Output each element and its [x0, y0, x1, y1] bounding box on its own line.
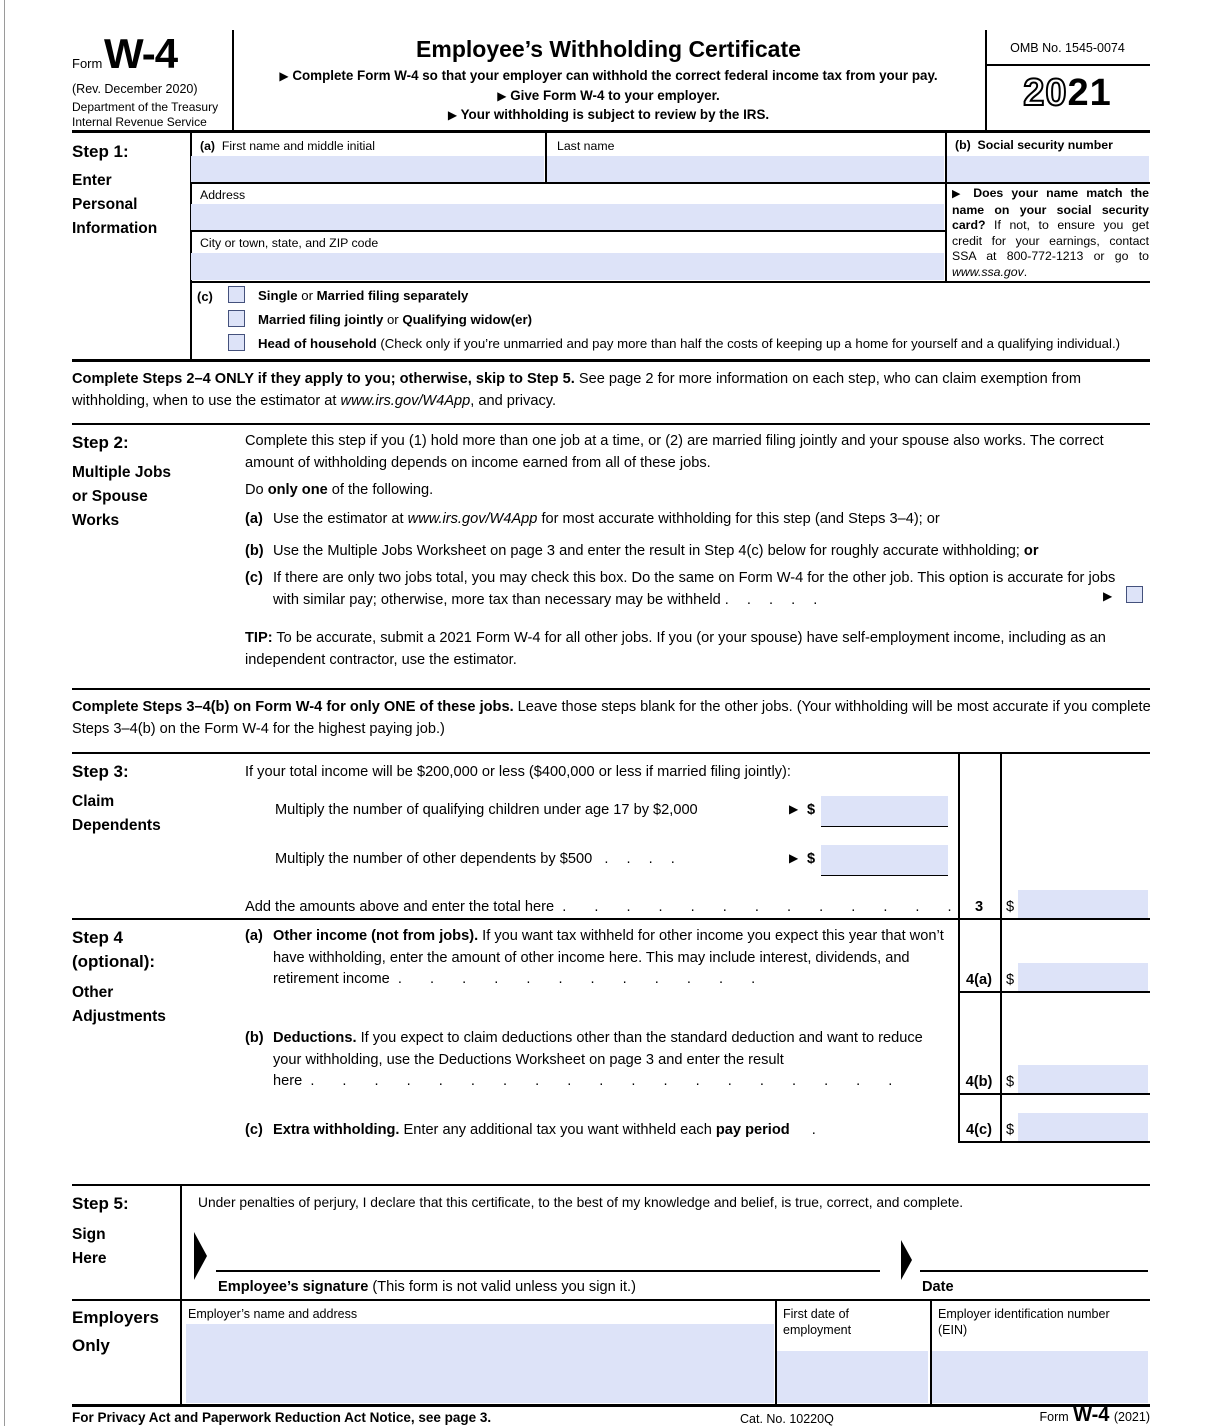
year-outline: 20	[1023, 72, 1068, 114]
step3-intro: If your total income will be $200,000 or less ($400,000 or less if married filing jointly):	[245, 764, 791, 780]
step4a-text: Other income (not from jobs). If you want tax withheld for other income you expect this year that won’t have withholding, enter the amount of other income here. This may include interest, dividends, and retirement income . . . . . . . . . . . .	[273, 928, 944, 987]
step4-sub-2: Adjustments	[72, 1008, 166, 1025]
step1-sub-3: Information	[72, 220, 158, 237]
page-title: Employee’s Withholding Certificate	[416, 36, 801, 62]
step3-dependents-line: Multiply the number of other dependents by $500 . . . .	[275, 851, 676, 867]
dollar-sign: $	[807, 802, 816, 818]
perjury-declaration: Under penalties of perjury, I declare that this certificate, to the best of my knowledge and belief, is true, correct, and complete.	[198, 1195, 964, 1210]
step2-sub-2: or Spouse	[72, 488, 148, 505]
signature-arrow-icon	[194, 1232, 207, 1280]
step5-heading: Step 5:	[72, 1194, 129, 1213]
form-number: W-4	[104, 30, 178, 77]
city-state-zip-input[interactable]	[191, 253, 944, 280]
divider	[72, 688, 1150, 690]
step1-sub-1: Enter	[72, 172, 112, 189]
step4-heading-2: (optional):	[72, 952, 156, 971]
two-jobs-checkbox[interactable]	[1126, 586, 1143, 603]
row-3-label: 3	[974, 899, 984, 915]
single-checkbox[interactable]	[228, 286, 245, 303]
ssa-note-text: If not, to ensure you get credit for your earnings, contact SSA at 800-772-1213 or go to	[952, 218, 1149, 263]
arrow-right-icon: ▶	[789, 802, 799, 816]
ssa-gov-link: www.ssa.gov	[952, 264, 1024, 279]
city-state-zip-label: City or town, state, and ZIP code	[200, 236, 379, 250]
filing-status-single: Single or Married filing separately	[258, 288, 469, 303]
row-4c-label: 4(c)	[966, 1122, 992, 1138]
divider	[180, 1184, 182, 1300]
ein-input[interactable]	[932, 1351, 1148, 1403]
date-label: Date	[922, 1279, 954, 1295]
step2-tip: TIP: To be accurate, submit a 2021 Form W-4 for all other jobs. If you (or your spouse) have self-employment income, including as an independent contractor, use the estimator.	[245, 630, 1106, 668]
ssn-label: (b) Social security number	[955, 138, 1113, 152]
dot-leader: .	[811, 1122, 817, 1138]
divider	[985, 64, 1150, 66]
employer-name-input[interactable]	[186, 1324, 774, 1403]
header-bullet-3: ▶ Your withholding is subject to review by the IRS.	[447, 107, 770, 122]
address-input[interactable]	[191, 204, 944, 230]
filing-status-married: Married filing jointly or Qualifying widow(er)	[258, 312, 533, 327]
step2a-text: Use the estimator at www.irs.gov/W4App for most accurate withholding for this step (and Steps 3–4); or	[273, 511, 940, 527]
divider	[72, 359, 1150, 362]
children-amount-input[interactable]	[821, 796, 948, 827]
employers-heading-2: Only	[72, 1336, 110, 1355]
employers-heading-1: Employers	[72, 1308, 159, 1327]
first-name-label: (a) First name and middle initial	[200, 139, 375, 153]
header-bullet-2: ▶ Give Form W-4 to your employer.	[497, 88, 720, 103]
divider	[958, 1093, 1150, 1095]
step2a-label: (a)	[245, 511, 263, 527]
page-edge-line	[4, 0, 6, 1426]
step2b-text: Use the Multiple Jobs Worksheet on page 3 and enter the result in Step 4(c) below for roughly accurate withholding; or	[273, 543, 1039, 559]
step2-intro: Complete this step if you (1) hold more than one job at a time, or (2) are married filing jointly and your spouse also works. The correct amount of withholding depends on income earned from all of these jobs.	[245, 433, 1104, 471]
step3-children-line: Multiply the number of qualifying children under age 17 by $2,000	[275, 802, 698, 818]
ssn-input[interactable]	[946, 156, 1149, 182]
divider	[190, 281, 1150, 283]
arrow-right-icon: ▶	[1103, 589, 1113, 603]
step4a-label: (a)	[245, 928, 263, 944]
ssa-note: ▶ Does your name match the name on your social security card? If not, to ensure you get credit for your earnings, contact SSA at 800-772-1213 or go to www.ssa.gov.	[952, 186, 1149, 279]
dept-treasury: Department of the Treasury	[72, 100, 219, 114]
arrow-right-icon: ▶	[952, 188, 966, 200]
ssa-note-bold: Does your name match the name on your social security card?	[952, 186, 1149, 232]
divider	[1000, 752, 1002, 1142]
dot-leader: . . . . . . . . . . . .	[397, 971, 757, 987]
dot-leader: . . . .	[604, 851, 676, 867]
divider	[72, 1404, 1150, 1407]
step2-do-line: Do only one of the following.	[245, 482, 434, 498]
divider	[958, 1141, 1150, 1143]
footer-form-word: Form	[1039, 1410, 1069, 1424]
arrow-right-icon: ▶	[497, 89, 507, 103]
divider	[72, 130, 1150, 133]
filing-status-hoh: Head of household (Check only if you’re unmarried and pay more than half the costs of keeping up a home for yourself and a qualifying individual.)	[258, 336, 1120, 351]
privacy-act-notice: For Privacy Act and Paperwork Reduction Act Notice, see page 3.	[72, 1410, 492, 1425]
step1-heading: Step 1:	[72, 142, 129, 161]
employer-name-label: Employer’s name and address	[188, 1307, 358, 1321]
arrow-right-icon: ▶	[789, 851, 799, 865]
dollar-sign: $	[1006, 1122, 1015, 1138]
signature-label: Employee’s signature (This form is not valid unless you sign it.)	[218, 1279, 636, 1295]
first-date-input[interactable]	[777, 1351, 928, 1403]
divider	[945, 133, 947, 283]
step3-sub-2: Dependents	[72, 817, 161, 834]
footer-form-number: W-4	[1073, 1404, 1110, 1426]
irs-name: Internal Revenue Service	[72, 115, 207, 129]
dollar-sign: $	[1006, 972, 1015, 988]
divider	[958, 991, 1150, 993]
step4c-text: Extra withholding. Enter any additional tax you want withheld each pay period .	[273, 1122, 817, 1138]
row-4a-label: 4(a)	[966, 972, 992, 988]
form-word: Form	[72, 56, 103, 71]
form-revision: (Rev. December 2020)	[72, 82, 198, 96]
arrow-right-icon: ▶	[279, 69, 289, 83]
divider	[72, 1184, 1150, 1186]
ein-label: Employer identification number (EIN)	[938, 1307, 1110, 1337]
divider	[190, 230, 945, 232]
step2-sub-1: Multiple Jobs	[72, 464, 172, 481]
last-name-label: Last name	[557, 139, 615, 153]
divider	[72, 1299, 1150, 1301]
tax-year	[985, 72, 1150, 115]
address-label: Address	[200, 188, 246, 202]
header-bullet-1: ▶ Complete Form W-4 so that your employer can withhold the correct federal income tax from your pay.	[279, 68, 938, 83]
divider	[190, 182, 1150, 184]
step4-heading-1: Step 4	[72, 928, 124, 947]
step3-heading: Step 3:	[72, 762, 129, 781]
divider	[72, 423, 1150, 425]
married-jointly-checkbox[interactable]	[228, 310, 245, 327]
divider	[72, 918, 1150, 920]
divider	[72, 752, 1150, 754]
first-date-label: First date of employment	[783, 1307, 852, 1337]
omb-number: OMB No. 1545-0074	[1010, 41, 1125, 55]
other-income-input[interactable]	[1018, 963, 1148, 991]
catalog-number: Cat. No. 10220Q	[740, 1412, 834, 1426]
step4c-label: (c)	[245, 1122, 263, 1138]
row-4b-label: 4(b)	[965, 1074, 993, 1090]
step2b-label: (b)	[245, 543, 264, 559]
date-arrow-icon	[901, 1240, 912, 1280]
signature-line[interactable]	[216, 1270, 880, 1272]
dollar-sign: $	[1006, 899, 1015, 915]
dot-leader: . . . . .	[724, 591, 819, 608]
dependents-amount-input[interactable]	[821, 845, 948, 876]
dollar-sign: $	[807, 851, 816, 867]
step2c-text: If there are only two jobs total, you may check this box. Do the same on Form W-4 for the other job. This option is accurate for jobs with similar pay; otherwise, more tax than necessary may be withheld . . . . .	[273, 570, 1116, 608]
year-bold: 21	[1067, 72, 1112, 114]
footer-form-id	[1000, 1404, 1150, 1426]
steps-3-4-note: Complete Steps 3–4(b) on Form W-4 for only ONE of these jobs. Leave those steps blank for the other jobs. (Your withholding will be most accurate if you complete Steps 3–4(b) on the Form W-4 for the highest paying job.)	[72, 699, 1151, 737]
dollar-sign: $	[1006, 1074, 1015, 1090]
step5-sub-1: Sign	[72, 1226, 106, 1243]
divider	[180, 1299, 182, 1405]
dot-leader: . . . . . . . . . . . . . . . . . . .	[310, 1073, 894, 1089]
step4b-text: Deductions. If you expect to claim deductions other than the standard deduction and want to reduce your withholding, use the Deductions Worksheet on page 3 and enter the result here . . . . . . . . . . . . . . . . . . .	[273, 1030, 923, 1089]
step3-total-line: Add the amounts above and enter the total here . . . . . . . . . . . . .	[245, 899, 953, 915]
step1-sub-2: Personal	[72, 196, 138, 213]
step2-sub-3: Works	[72, 512, 120, 529]
total-dependents-input[interactable]	[1018, 890, 1148, 918]
step2c-label: (c)	[245, 570, 263, 586]
step4b-label: (b)	[245, 1030, 264, 1046]
step3-sub-1: Claim	[72, 793, 115, 810]
deductions-input[interactable]	[1018, 1065, 1148, 1093]
date-line[interactable]	[920, 1270, 1148, 1272]
head-of-household-checkbox[interactable]	[228, 334, 245, 351]
filing-status-label: (c)	[197, 289, 213, 304]
footer-form-year: (2021)	[1113, 1410, 1150, 1424]
step4-sub-1: Other	[72, 984, 114, 1001]
steps-2-4-note: Complete Steps 2–4 ONLY if they apply to you; otherwise, skip to Step 5. See page 2 for more information on each step, who can claim exemption from withholding, when to use the estimator at www.irs.gov/W4App, and privacy.	[72, 371, 1081, 409]
last-name-input[interactable]	[546, 156, 944, 182]
step2-heading: Step 2:	[72, 433, 129, 452]
divider	[545, 133, 547, 183]
dot-leader: . . . . . . . . . . . . .	[562, 899, 953, 915]
arrow-right-icon: ▶	[447, 108, 458, 122]
extra-withholding-input[interactable]	[1018, 1113, 1148, 1141]
first-name-input[interactable]	[191, 156, 544, 182]
step5-sub-2: Here	[72, 1250, 107, 1267]
